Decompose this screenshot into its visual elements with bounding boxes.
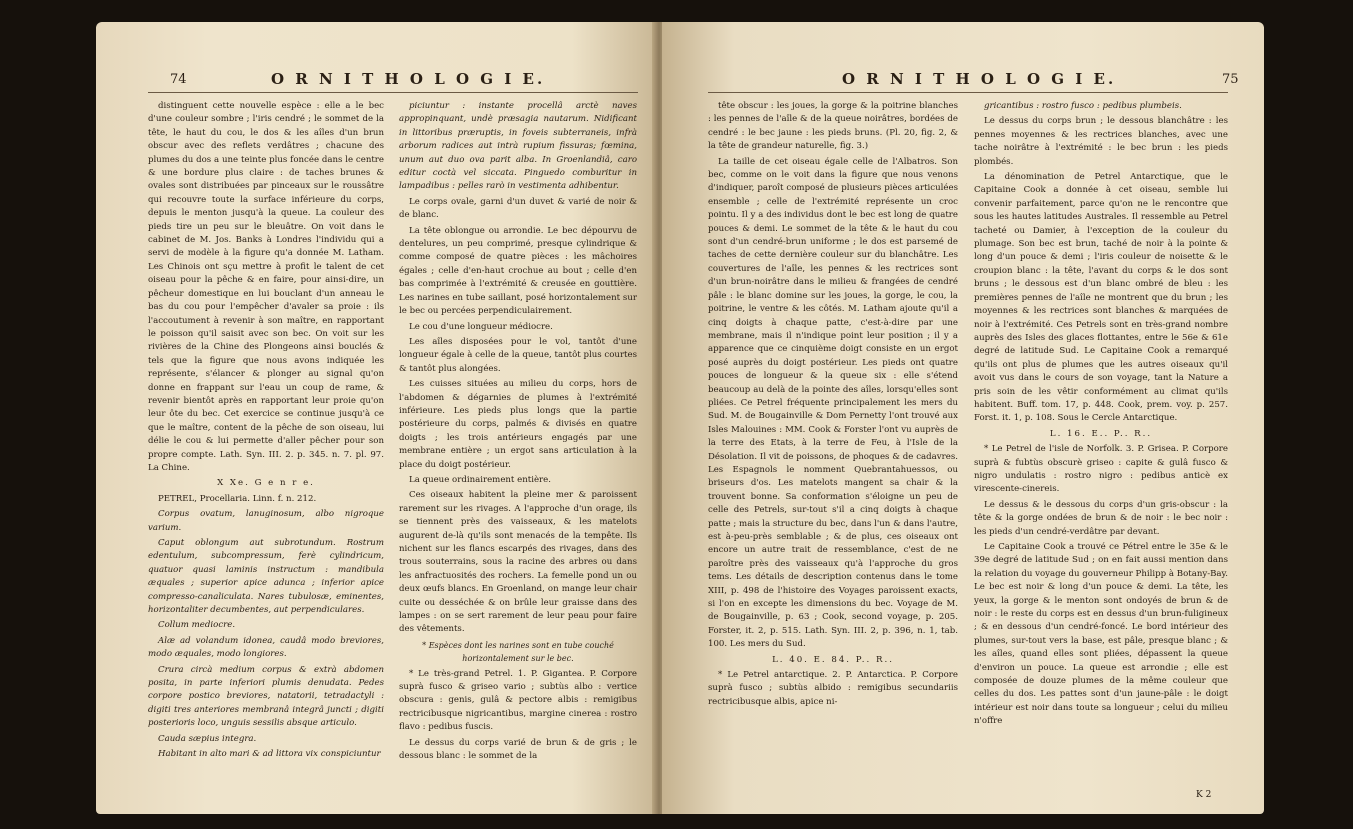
right-column-1 xyxy=(708,100,958,711)
page-number-left: 74 xyxy=(170,72,187,87)
paragraph: Le dessus du corps varié de brun & de gris ; le dessous blanc : le sommet de la xyxy=(399,737,637,762)
paragraph: Caput oblongum aut subrotundum. Rostrum edentulum, subcompressum, ferè cylindricum, quatuor quasi laminis instructum : mandibula æquales ; superior apice adunca ; inferior apice compresso-canaliculata. Nares tubulosæ, eminentes, horizontaliter decumbentes, aut perpendiculares. xyxy=(148,538,384,616)
paragraph: * Le Petrel antarctique. 2. P. Antarctica. P. Corpore suprà fusco ; subtùs albido : remigibus secundariis rectricibusque albis, apice ni- xyxy=(708,670,958,707)
paragraph: * Espèces dont les narines sont en tube couché horizontalement sur le bec. xyxy=(422,640,614,664)
paragraph: Les cuisses situées au milieu du corps, hors de l'abdomen & dégarnies de plumes à l'extrémité inférieure. Les pieds plus longs que la partie postérieure du corps, palmés & divisés en quatre doigts ; les trois antérieurs engagés par une membrane entière ; un ergot sans articulation à la place du doigt postérieur. xyxy=(399,379,637,470)
left-page xyxy=(96,22,656,814)
paragraph: La queue ordinairement entière. xyxy=(409,474,551,485)
paragraph: * Le Petrel de l'isle de Norfolk. 3. P. Grisea. P. Corpore suprà & fubtùs obscurè griseo : capite & gulâ fusco & nigro undulatis : rostro nigro : pedibus anticè ex virescente-cinereis. xyxy=(974,444,1228,495)
paragraph: Alæ ad volandum idonea, caudâ modo breviores, modo æquales, modo longiores. xyxy=(148,635,384,660)
paragraph: X Xe. G e n r e. xyxy=(217,478,315,489)
signature-mark: K 2 xyxy=(1196,790,1212,800)
paragraph: Le dessus du corps brun ; le dessous blanchâtre : les pennes moyennes & les rectrices blanches, avec une tache noirâtre à l'extrémité : le bec brun : les pieds plombés. xyxy=(974,116,1228,167)
running-head-left: O R N I T H O L O G I E. xyxy=(271,70,546,88)
paragraph: La taille de cet oiseau égale celle de l'Albatros. Son bec, comme on le voit dans la figure que nous venons d'indiquer, paroît composé de plusieurs pièces articulées ensemble ; celle de l'extrémité représente un croc pointu. Il y a des individus dont le bec est long de quatre pouces & demi. Le sommet de la tête & le haut du cou sont d'un cendré-brun uniforme ; le dos est parsemé de taches de cette dernière couleur sur du blanchâtre. Les couvertures de l'aîle, les pennes & les rectrices sont d'un brun-noirâtre dans le milieu & frangées de cendré pâle : le blanc domine sur les joues, la gorge, le cou, la poitrine, le ventre & les côtés. M. Latham ajoute qu'il a cinq doigts à chaque patte, c'est-à-dire par une membrane, mais il n'indique point leur position ; il y a apparence que ce cinquième doigt consiste en un ergot posé auprès du doigt postérieur. Les pieds ont quatre pouces de longueur & la queue six : elle s'étend beaucoup au delà de la pointe des aîles, lorsqu'elles sont pliées. Ce Petrel fréquente principalement les mers du Sud. M. de Bougainville & Dom Pernetty l'ont trouvé aux Isles Malouines : MM. Cook & Forster l'ont vu auprès de la terre des Etats, à la terre de Feu, à l'Isle de la Désolation. Il vit de poissons, de phoques & de cadavres. Les Espagnols le nomment Quebrantahuessos, ou briseurs d'os. Les matelots mangent sa chair & la trouvent bonne. Sa conformation s'éloigne un peu de celle des Petrels, sur-tout s'il a cinq doigts à chaque patte ; mais la structure du bec, dans l'un & dans l'autre, est à-peu-près semblable ; & de plus, ces oiseaux ont encore un autre trait de ressemblance, c'est de ne paroître près des vaisseaux qu'à l'approche du gros tems. Les détails de description contenus dans le tome XIII, p. 498 de l'histoire des Voyages paroissent exacts, si l'on en excepte les dimensions du bec. Voyage de M. de Bougainville, p. 63 ; Cook, second voyage, p. 205. Forster, it. 2, p. 515. Lath. Syn. III. 2, p. 396, n. 1, tab. 100. Les mers du Sud. xyxy=(708,156,958,650)
left-column-1 xyxy=(148,100,384,764)
paragraph: * Le très-grand Petrel. 1. P. Gigantea. P. Corpore suprà fusco & griseo vario ; subtùs albo : vertice obscura : genis, gulâ & pectore albis : remigibus rectricibusque nigricantibus, margine cinerea : rostro flavo : pedibus fuscis. xyxy=(399,668,637,733)
paragraph: Le corps ovale, garni d'un duvet & varié de noir & de blanc. xyxy=(399,196,637,221)
running-head-right: O R N I T H O L O G I E. xyxy=(842,70,1117,88)
paragraph: gricantibus : rostro fusco : pedibus plumbeis. xyxy=(984,101,1182,111)
paragraph: La tête oblongue ou arrondie. Le bec dépourvu de dentelures, un peu comprimé, presque cylindrique & comme composé de quatre pièces : les mâchoires égales ; celle d'en-haut crochue au bout ; celle d'en bas comprimée à l'extrémité & creusée en gouttière. Les narines en tube saillant, posé horizontalement sur le bec ou percées perpendiculairement. xyxy=(399,225,637,317)
paragraph: Cauda sæpius integra. xyxy=(158,733,257,744)
right-column-2 xyxy=(974,100,1228,731)
right-page xyxy=(662,22,1264,814)
paragraph: Crura circà medium corpus & extrà abdomen posita, in parte inferiori plumis denudata. Pedes corpore postico breviores, natatorii, tetradactyli : digiti tres anteriores membranâ integrâ juncti ; digiti posterioris loco, unguis sessilis absque articulo. xyxy=(148,664,384,729)
paragraph: Collum mediocre. xyxy=(158,620,236,631)
paragraph: piciuntur : instante procellâ arctè naves appropinquant, undè præsagia nautarum. Nidificant in littoribus præruptis, in foveis subterraneis, infrà arborum radices aut intrà rupium fissuras; fœmina, unum aut duo ova parit alba. In Groenlandiâ, caro editur coctà vel siccata. Pinguedo comburitur in lampadibus : pelles rarò in vestimenta adhibentur. xyxy=(399,101,637,192)
paragraph: distinguent cette nouvelle espèce : elle a le bec d'une couleur sombre ; l'iris cendré ; le sommet de la tête, le haut du cou, le dos & les aîles d'un brun obscur avec des reflets verdâtres ; chacune des plumes du dos a une teinte plus foncée dans le centre & une bordure plus claire : de taches brunes & ovales sont distribuées par pinceaux sur le roussâtre qui recouvre toute la surface inférieure du corps, depuis le menton jusqu'à la queue. La couleur des pieds tire un peu sur le bleuâtre. On voit dans le cabinet de M. Jos. Banks à Londres l'individu qui a servi de modèle à la figure qu'a donnée M. Latham. Les Chinois ont sçu mettre à profit le talent de cet oiseau pour la pêche & en faire, pour ainsi-dire, un pêcheur domestique en lui bouclant d'un anneau le bas du cou pour l'empêcher d'avaler sa proie : ils l'accoutument à revenir à son maître, en rapportant le poisson qu'il saisit avec son bec. On voit sur les rivières de la Chine des Plongeons ainsi bouclés & tels que la figure que nous avons indiquée les représente, s'élancer & plonger au signal qu'on donne en frappant sur l'eau un coup de rame, & revenir bientôt après en rapportant leur proie qu'on leur ôte du bec. Cet exercice se continue jusqu'à ce que le maître, content de la pêche de son oiseau, lui délie le cou & lui permette d'aller pêcher pour son propre compte. Lath. Syn. III. 2. p. 345. n. 7. pl. 97. La Chine. xyxy=(148,101,384,473)
paragraph: Le cou d'une longueur médiocre. xyxy=(409,321,553,332)
left-column-2 xyxy=(399,100,637,766)
paragraph: L. 16. E.. P.. R.. xyxy=(1049,428,1153,439)
paragraph: L. 40. E. 84. P.. R.. xyxy=(772,654,894,665)
paragraph: tête obscur : les joues, la gorge & la poitrine blanches : les pennes de l'aîle & de la queue noirâtres, bordées de cendré : le bec jaune : les pieds bruns. (Pl. 20, fig. 2, & la tête de grandeur naturelle, fig. 3.) xyxy=(708,101,958,152)
header-rule-right xyxy=(708,92,1228,93)
paragraph: La dénomination de Petrel Antarctique, que le Capitaine Cook a donnée à cet oiseau, semble lui convenir parfaitement, parce qu'on ne le rencontre que sous les hautes latitudes Australes. Il ressemble au Petrel tacheté ou Damier, à l'exception de la couleur du plumage. Son bec est brun, taché de noir à la pointe & long d'un pouce & demi ; l'iris couleur de noisette & le croupion blanc : la tête, l'avant du corps & le dos sont bruns ; le dessous est d'un blanc ombré de bleu : les premières pennes de l'aîle ne montrent que du brun ; les moyennes & les rectrices sont blanches & marquées de noir à l'extrémité. Ces Petrels sont en très-grand nombre auprès des Isles des glaces flottantes, entre le 56e & 61e degré de latitude Sud. Le Capitaine Cook a remarqué qu'ils ont plus de plumes que les autres oiseaux qu'il avoit vus dans le cours de son voyage, tant la Nature a pris soin de les vêtir conformément au climat qu'ils habitent. Buff. tom. 17, p. 448. Cook, prem. voy. p. 257. Forst. it. 1, p. 108. Sous le Cercle Antarctique. xyxy=(974,172,1228,424)
paragraph: Le dessus & le dessous du corps d'un gris-obscur : la tête & la gorge ondées de brun & de noir : le bec noir : les pieds d'un cendré-verdâtre par devant. xyxy=(974,499,1228,537)
paragraph: Les aîles disposées pour le vol, tantôt d'une longueur égale à celle de la queue, tantôt plus courtes & tantôt plus alongées. xyxy=(399,336,637,374)
paragraph: Le Capitaine Cook a trouvé ce Pétrel entre le 35e & le 39e degré de latitude Sud ; on en fait aussi mention dans la relation du voyage du gouverneur Philipp à Botany-Bay. Le bec est noir & long d'un pouce & demi. La tête, les yeux, la gorge & le menton sont ondoyés de brun & de noir : le reste du corps est en dessus d'un brun-fuligineux ; & en dessous d'un cendré-foncé. Le bord intérieur des plumes, sur-tout vers la base, est pâle, presque blanc ; & les aîles, quand elles sont pliées, dépassent la queue d'environ un pouce. La queue est arrondie ; elle est composée de douze plumes de la même couleur que celles du dos. Les pattes sont d'un jaune-pâle : le doigt intérieur est noir dans toute sa longueur ; celui du milieu n'offre xyxy=(974,542,1228,727)
paragraph: Corpus ovatum, lanuginosum, albo nigroque varium. xyxy=(148,509,384,533)
header-rule-left xyxy=(148,92,638,93)
page-number-right: 75 xyxy=(1222,72,1239,87)
paragraph: Habitant in alto mari & ad littora vix conspiciuntur xyxy=(158,749,381,760)
paragraph: PETREL, Procellaria. Linn. f. n. 212. xyxy=(158,493,317,504)
paragraph: Ces oiseaux habitent la pleine mer & paroissent rarement sur les rivages. A l'approche d'un orage, ils se tiennent près des vaisseaux, & les matelots augurent de-là qu'ils sont menacés de la tempête. Ils nichent sur les flancs escarpés des rivages, dans des trous souterrains, sous la racine des arbres ou dans les anfractuosités des rochers. La femelle pond un ou deux œufs blancs. En Groenland, on mange leur chair cuite ou desséchée & on brûle leur graisse dans des lampes : on se sert rarement de leur peau pour faire des vêtements. xyxy=(399,490,637,635)
